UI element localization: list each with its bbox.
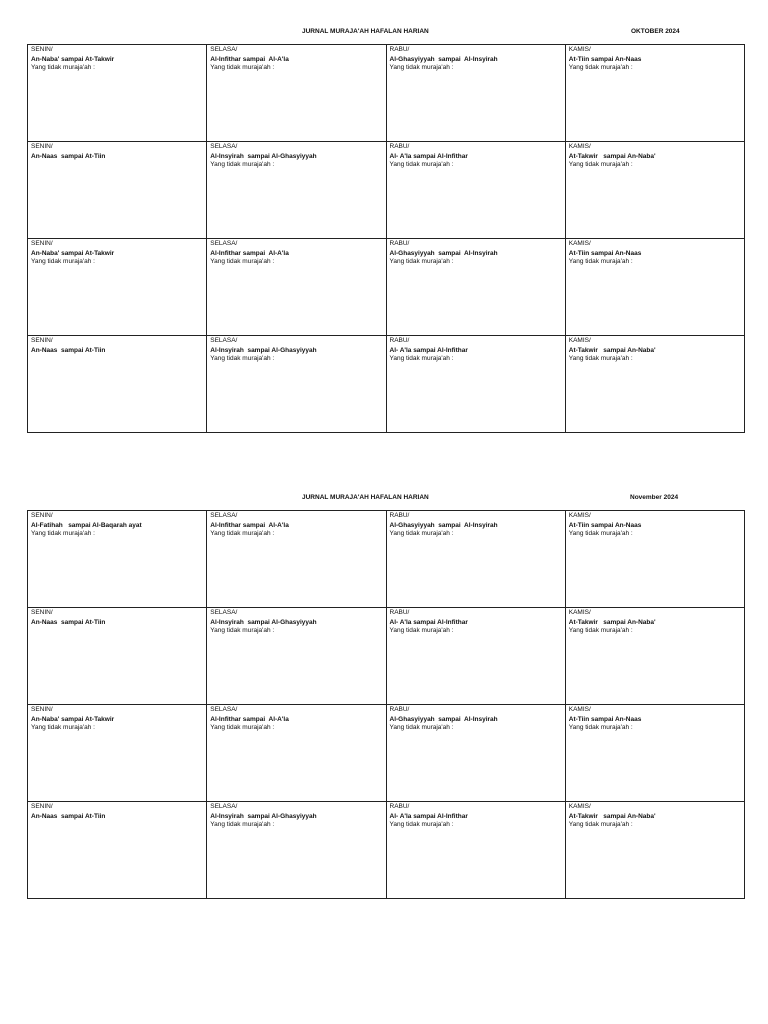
absent-note: Yang tidak muraja'ah : [389,821,454,828]
absent-note: Yang tidak muraja'ah : [389,161,454,168]
absent-note: Yang tidak muraja'ah : [568,258,633,265]
day-label: KAMIS/ [568,240,591,247]
absent-note: Yang tidak muraja'ah : [210,724,275,731]
day-label: SELASA/ [210,803,238,810]
journal-cell[interactable] [386,142,565,239]
day-label: SENIN/ [31,337,53,344]
surah-range: Al- A'la sampai Al-Infithar [389,618,468,626]
surah-range: An-Naba' sampai At-Takwir [31,249,115,257]
journal-cell[interactable] [207,802,386,899]
journal-cell[interactable] [28,608,207,705]
surah-range: An-Naas sampai At-Tiin [31,152,106,160]
absent-note: Yang tidak muraja'ah : [568,355,633,362]
absent-note: Yang tidak muraja'ah : [568,161,633,168]
day-label: SELASA/ [210,609,238,616]
day-label: KAMIS/ [568,337,591,344]
day-label: RABU/ [389,337,410,344]
day-label: SENIN/ [31,706,53,713]
journal-cell[interactable] [28,142,207,239]
journal-cell[interactable] [28,239,207,336]
absent-note: Yang tidak muraja'ah : [568,821,633,828]
surah-range: Al-Infithar sampai Al-A'la [210,715,289,723]
absent-note: Yang tidak muraja'ah : [568,724,633,731]
journal-cell[interactable] [207,608,386,705]
surah-range: At-Takwir sampai An-Naba' [568,152,656,160]
absent-note: Yang tidak muraja'ah : [210,161,275,168]
surah-range: An-Naba' sampai At-Takwir [31,715,115,723]
absent-note: Yang tidak muraja'ah : [210,355,275,362]
day-label: RABU/ [389,46,410,53]
journal-month: November 2024 [630,494,679,501]
journal-week-row [28,511,745,608]
journal-cell[interactable] [207,239,386,336]
absent-note: Yang tidak muraja'ah : [210,64,275,71]
day-label: RABU/ [389,803,410,810]
journal-cell[interactable] [565,802,744,899]
absent-note: Yang tidak muraja'ah : [31,64,95,71]
surah-range: Al- A'la sampai Al-Infithar [389,152,468,160]
journal-week-row [28,142,745,239]
journal-cell[interactable] [386,608,565,705]
day-label: SELASA/ [210,706,238,713]
absent-note: Yang tidak muraja'ah : [389,355,454,362]
day-label: SENIN/ [31,803,53,810]
journal-title: JURNAL MURAJA'AH HAFALAN HARIAN [302,494,429,501]
surah-range: An-Naas sampai At-Tiin [31,812,106,820]
day-label: KAMIS/ [568,609,591,616]
absent-note: Yang tidak muraja'ah : [389,724,454,731]
absent-note: Yang tidak muraja'ah : [568,64,633,71]
journal-cell[interactable] [565,705,744,802]
absent-note: Yang tidak muraja'ah : [31,258,95,265]
journal-cell[interactable] [386,511,565,608]
absent-note: Yang tidak muraja'ah : [210,821,275,828]
day-label: RABU/ [389,240,410,247]
journal-cell[interactable] [207,142,386,239]
day-label: SELASA/ [210,143,238,150]
journal-cell[interactable] [28,511,207,608]
surah-range: Al-Insyirah sampai Al-Ghasyiyyah [210,812,317,820]
journal-cell[interactable] [28,802,207,899]
journal-cell[interactable] [386,802,565,899]
journal-cell[interactable] [565,45,744,142]
journal-cell[interactable] [565,511,744,608]
surah-range: At-Takwir sampai An-Naba' [568,346,656,354]
surah-range: Al-Infithar sampai Al-A'la [210,55,289,63]
day-label: SENIN/ [31,512,53,519]
journal-cell[interactable] [386,336,565,433]
surah-range: An-Naas sampai At-Tiin [31,346,106,354]
absent-note: Yang tidak muraja'ah : [568,627,633,634]
day-label: KAMIS/ [568,706,591,713]
surah-range: Al-Insyirah sampai Al-Ghasyiyyah [210,618,317,626]
surah-range: Al-Infithar sampai Al-A'la [210,521,289,529]
absent-note: Yang tidak muraja'ah : [210,530,275,537]
day-label: RABU/ [389,512,410,519]
journal-week-row [28,705,745,802]
surah-range: Al-Infithar sampai Al-A'la [210,249,289,257]
journal-cell[interactable] [386,705,565,802]
day-label: KAMIS/ [568,46,591,53]
journal-cell[interactable] [207,511,386,608]
surah-range: At-Takwir sampai An-Naba' [568,618,656,626]
journal-week-row [28,802,745,899]
surah-range: Al-Insyirah sampai Al-Ghasyiyyah [210,152,317,160]
day-label: RABU/ [389,143,410,150]
journal-cell[interactable] [207,705,386,802]
absent-note: Yang tidak muraja'ah : [568,530,633,537]
absent-note: Yang tidak muraja'ah : [389,627,454,634]
day-label: KAMIS/ [568,512,591,519]
journal-cell[interactable] [565,608,744,705]
day-label: SELASA/ [210,46,238,53]
surah-range: At-Takwir sampai An-Naba' [568,812,656,820]
journal-week-row [28,239,745,336]
day-label: RABU/ [389,609,410,616]
absent-note: Yang tidak muraja'ah : [389,64,454,71]
day-label: RABU/ [389,706,410,713]
surah-range: At-Tiin sampai An-Naas [568,521,642,529]
journal-cell[interactable] [565,336,744,433]
absent-note: Yang tidak muraja'ah : [31,530,95,537]
journal-cell[interactable] [28,705,207,802]
surah-range: Al-Fatihah sampai Al-Baqarah ayat [31,521,142,529]
surah-range: At-Tiin sampai An-Naas [568,55,642,63]
absent-note: Yang tidak muraja'ah : [210,258,275,265]
day-label: SENIN/ [31,143,53,150]
journal-cell[interactable] [28,45,207,142]
surah-range: Al-Ghasyiyyah sampai Al-Insyirah [389,715,498,723]
day-label: SENIN/ [31,609,53,616]
journal-week-row [28,336,745,433]
day-label: KAMIS/ [568,803,591,810]
day-label: SELASA/ [210,512,238,519]
absent-note: Yang tidak muraja'ah : [389,258,454,265]
absent-note: Yang tidak muraja'ah : [210,627,275,634]
absent-note: Yang tidak muraja'ah : [31,724,95,731]
journal-month: OKTOBER 2024 [631,28,680,35]
surah-range: At-Tiin sampai An-Naas [568,249,642,257]
day-label: SELASA/ [210,337,238,344]
surah-range: An-Naas sampai At-Tiin [31,618,106,626]
journal-cell[interactable] [207,45,386,142]
journal-cell[interactable] [386,45,565,142]
surah-range: Al-Ghasyiyyah sampai Al-Insyirah [389,521,498,529]
day-label: KAMIS/ [568,143,591,150]
surah-range: Al- A'la sampai Al-Infithar [389,812,468,820]
surah-range: Al-Ghasyiyyah sampai Al-Insyirah [389,249,498,257]
journal-week-row [28,608,745,705]
day-label: SENIN/ [31,240,53,247]
surah-range: An-Naba' sampai At-Takwir [31,55,115,63]
journal-cell[interactable] [565,142,744,239]
journal-cell[interactable] [28,336,207,433]
journal-title: JURNAL MURAJA'AH HAFALAN HARIAN [302,28,429,35]
surah-range: Al-Ghasyiyyah sampai Al-Insyirah [389,55,498,63]
day-label: SELASA/ [210,240,238,247]
journal-cell[interactable] [386,239,565,336]
journal-grid [27,510,745,899]
journal-grid [27,44,745,433]
journal-cell[interactable] [207,336,386,433]
absent-note: Yang tidak muraja'ah : [389,530,454,537]
journal-week-row [28,45,745,142]
surah-range: At-Tiin sampai An-Naas [568,715,642,723]
journal-cell[interactable] [565,239,744,336]
surah-range: Al-Insyirah sampai Al-Ghasyiyyah [210,346,317,354]
day-label: SENIN/ [31,46,53,53]
surah-range: Al- A'la sampai Al-Infithar [389,346,468,354]
